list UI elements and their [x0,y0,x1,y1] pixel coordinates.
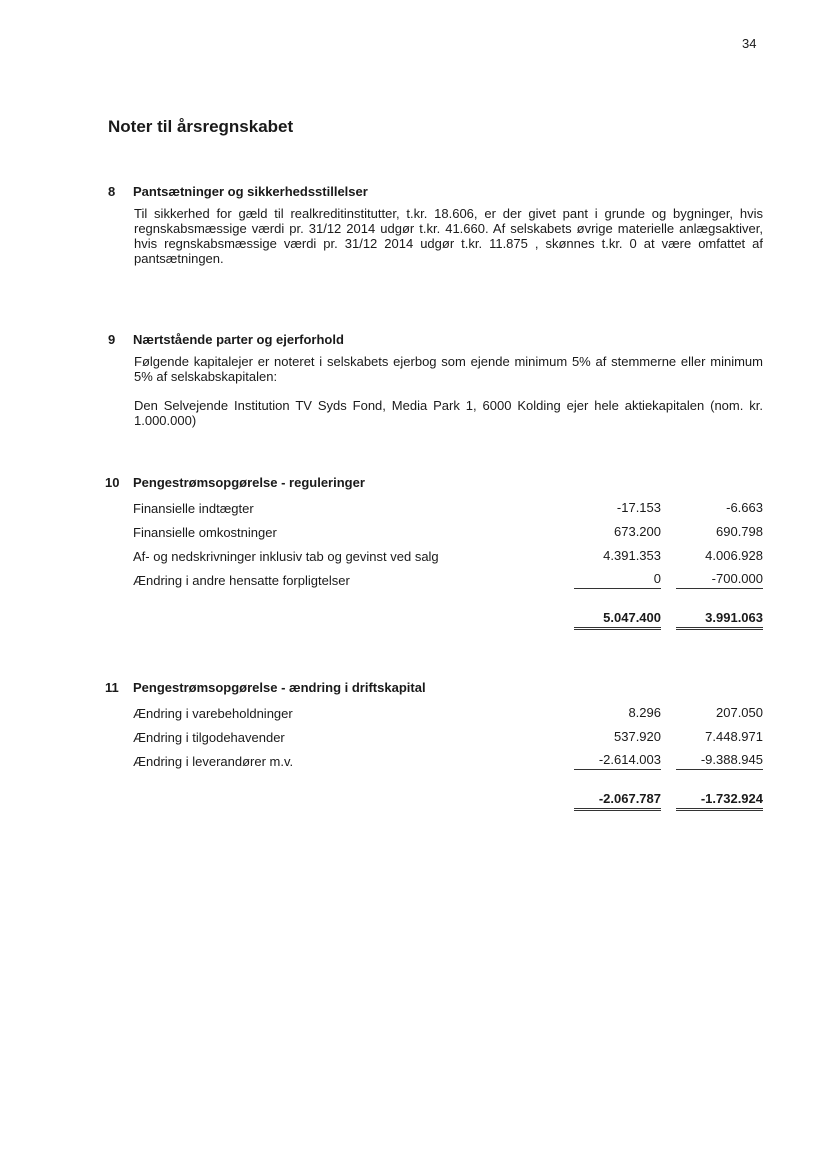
note-text [134,354,763,428]
note-title: Pengestrømsopgørelse - ændring i driftskapital [133,680,426,695]
row-label: Ændring i tilgodehavender [133,729,285,745]
note-11 [105,680,763,813]
prior-year-total: 3.991.063 [676,610,763,630]
row-label: Ændring i leverandører m.v. [133,753,294,769]
row-label: Finansielle indtægter [133,500,254,516]
note-title: Pengestrømsopgørelse - reguleringer [133,475,365,490]
paragraph: Den Selvejende Institution TV Syds Fond, Media Park 1, 6000 Kolding ejer hele aktiekapitalen (nom. kr. 1.000.000) [134,398,763,428]
row-label: Ændring i varebeholdninger [133,705,293,721]
note-8 [108,184,763,280]
note-title: Nærtstående parter og ejerforhold [133,332,344,347]
current-year-total: 5.047.400 [574,610,661,630]
paragraph: Til sikkerhed for gæld til realkreditinstitutter, t.kr. 18.606, er der givet pant i grunde og bygninger, hvis regnskabsmæssige værdi pr. 31/12 2014 udgør t.kr. 41.660. Af selskabets øvrige materielle anlægsaktiver, hvis regnskabsmæssige værdi pr. 31/12 2014 udgør t.kr. 11.875 , skønnes t.kr. 0 at være omfattet af pantsætningen. [134,206,763,266]
current-year-total: -2.067.787 [574,791,661,811]
working-capital-table [133,701,763,813]
note-heading [108,184,763,199]
table-row [133,749,763,773]
prior-year-value: 207.050 [716,704,763,720]
page-title: Noter til årsregnskabet [108,117,294,136]
table-row [133,496,763,520]
current-year-value: 537.920 [614,728,661,744]
note-number: 10 [105,475,120,490]
note-number: 8 [108,184,116,199]
table-row [133,544,763,568]
reconciliation-table [133,496,763,632]
note-heading [108,332,763,347]
prior-year-total: -1.732.924 [676,791,763,811]
current-year-value: -2.614.003 [574,752,661,770]
row-label: Finansielle omkostninger [133,524,277,540]
current-year-value: 673.200 [614,523,661,539]
note-9 [108,332,763,442]
note-number: 11 [105,680,119,695]
current-year-value: 0 [574,571,661,589]
note-title: Pantsætninger og sikkerhedsstillelser [133,184,368,199]
current-year-value: 4.391.353 [603,547,661,563]
table-row [133,701,763,725]
prior-year-value: -9.388.945 [676,752,763,770]
note-10 [105,475,763,632]
row-label: Af- og nedskrivninger inklusiv tab og gevinst ved salg [133,548,439,564]
note-heading [105,475,763,490]
total-row [133,608,763,632]
prior-year-value: 690.798 [716,523,763,539]
paragraph: Følgende kapitalejer er noteret i selskabets ejerbog som ejende minimum 5% af stemmerne eller minimum 5% af selskabskapitalen: [134,354,763,384]
prior-year-value: 4.006.928 [705,547,763,563]
note-number: 9 [108,332,116,347]
prior-year-value: -700.000 [676,571,763,589]
prior-year-value: 7.448.971 [705,728,763,744]
table-row [133,520,763,544]
prior-year-value: -6.663 [726,499,763,515]
current-year-value: -17.153 [616,499,661,515]
note-text [134,206,763,266]
row-label: Ændring i andre hensatte forpligtelser [133,572,350,588]
table-row [133,725,763,749]
total-row [133,789,763,813]
table-row [133,568,763,592]
note-heading [105,680,763,695]
page-number: 34 [742,36,757,51]
current-year-value: 8.296 [628,704,661,720]
